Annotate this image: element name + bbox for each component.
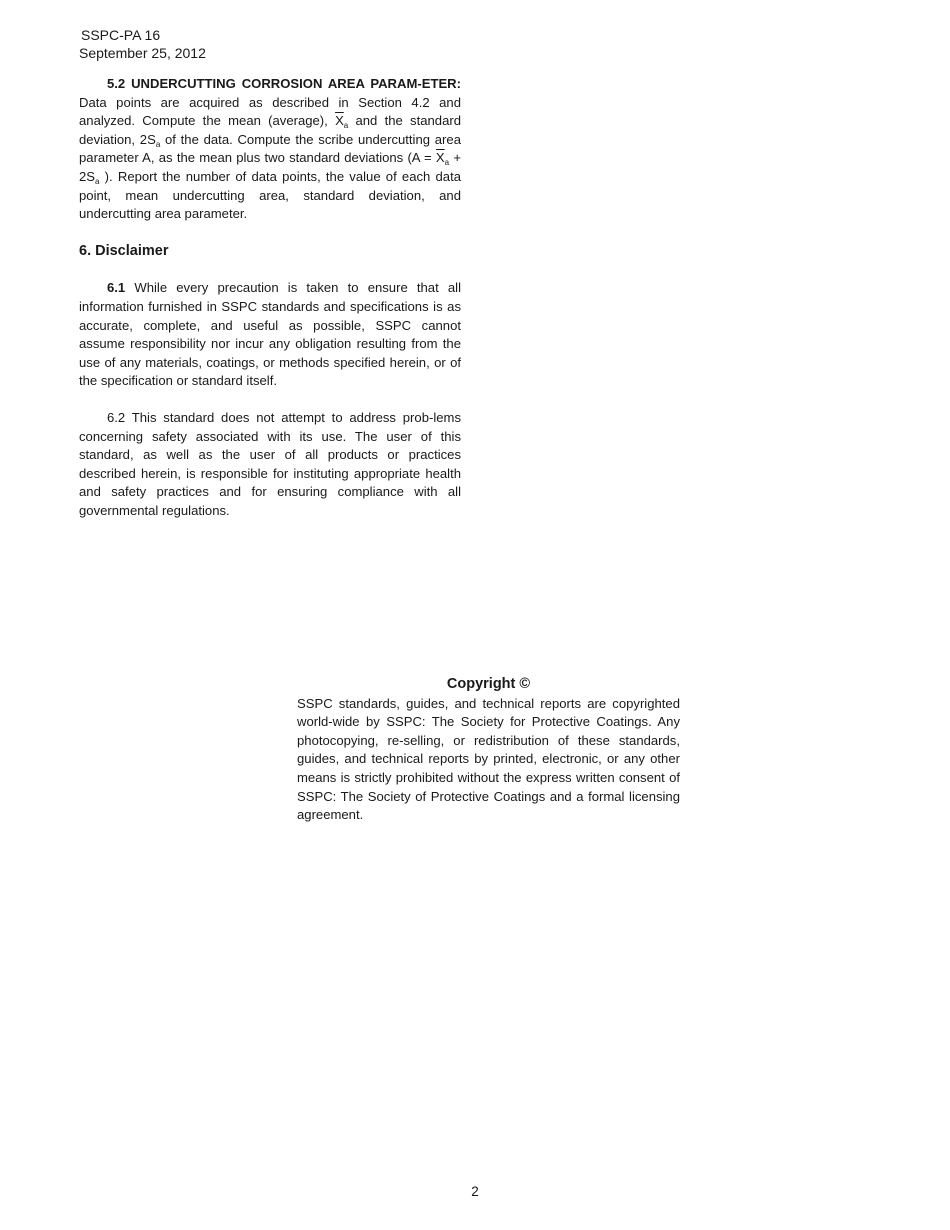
mean-symbol: $\overline{X}$	[335, 113, 344, 129]
section-6-1-paragraph	[79, 279, 461, 391]
section-5-2-text-3: of the data. Compute the scribe undercutting area parameter A, as the mean plus two standard deviations (A =	[79, 131, 461, 166]
mean-subscript: a	[343, 121, 349, 131]
section-6-1-text: While every precaution is taken to ensure that all information furnished in SSPC standards and specifications is as accurate, complete, and useful as possible, SSPC cannot assume responsibility nor incur any obligation resulting from the use of any materials, coatings, or methods specified herein, or of the specification or standard itself.	[79, 280, 461, 389]
section-5-2-text-1: Data points are acquired as described in Section 4.2 and analyzed. Compute the mean (average),	[79, 94, 461, 129]
std-dev-subscript-formula: a	[95, 176, 100, 186]
mean-symbol-formula: $\overline{X}$	[435, 150, 445, 166]
copyright-text: SSPC standards, guides, and technical reports are copyrighted world-wide by SSPC: The Society for Protective Coatings. Any photocopying, re-selling, or redistribution of these standards, guides, and technical reports by printed, electronic, or any other means is strictly prohibited without the express written consent of SSPC: The Society of Protective Coatings and a formal licensing agreement.	[297, 695, 680, 823]
section-5-2-text-5: ). Report the number of data points, the value of each data point, mean undercutting area, standard deviation, and undercutting area parameter.	[79, 168, 461, 222]
section-5-2-text-2: and the standard deviation, 2S	[79, 113, 461, 147]
page-header	[79, 26, 206, 62]
section-5-2-label: 5.2 UNDERCUTTING CORROSION AREA PARAM-ETER:	[107, 76, 461, 91]
std-dev-subscript: a	[155, 139, 161, 149]
page-number: 2	[471, 1184, 479, 1199]
section-5-2-paragraph	[79, 75, 461, 224]
copyright-title: Copyright ©	[446, 676, 531, 692]
section-6-heading: 6. Disclaimer	[79, 242, 169, 259]
copyright-notice	[297, 675, 680, 825]
main-text-column	[79, 75, 461, 520]
document-code: SSPC-PA 16	[81, 27, 161, 43]
document-date: September 25, 2012	[79, 45, 206, 61]
mean-subscript-formula: a	[444, 158, 450, 168]
section-6-1-label: 6.1	[107, 280, 126, 296]
section-6-2-paragraph: 6.2 This standard does not attempt to address prob-lems concerning safety associated with its use. The user of this standard, as well as the user of all products or practices described herein, is responsible for instituting appropriate health and safety practices and for ensuring compliance with all governmental regulations.	[79, 409, 461, 518]
section-5-2-text-4: + 2S	[79, 150, 461, 184]
